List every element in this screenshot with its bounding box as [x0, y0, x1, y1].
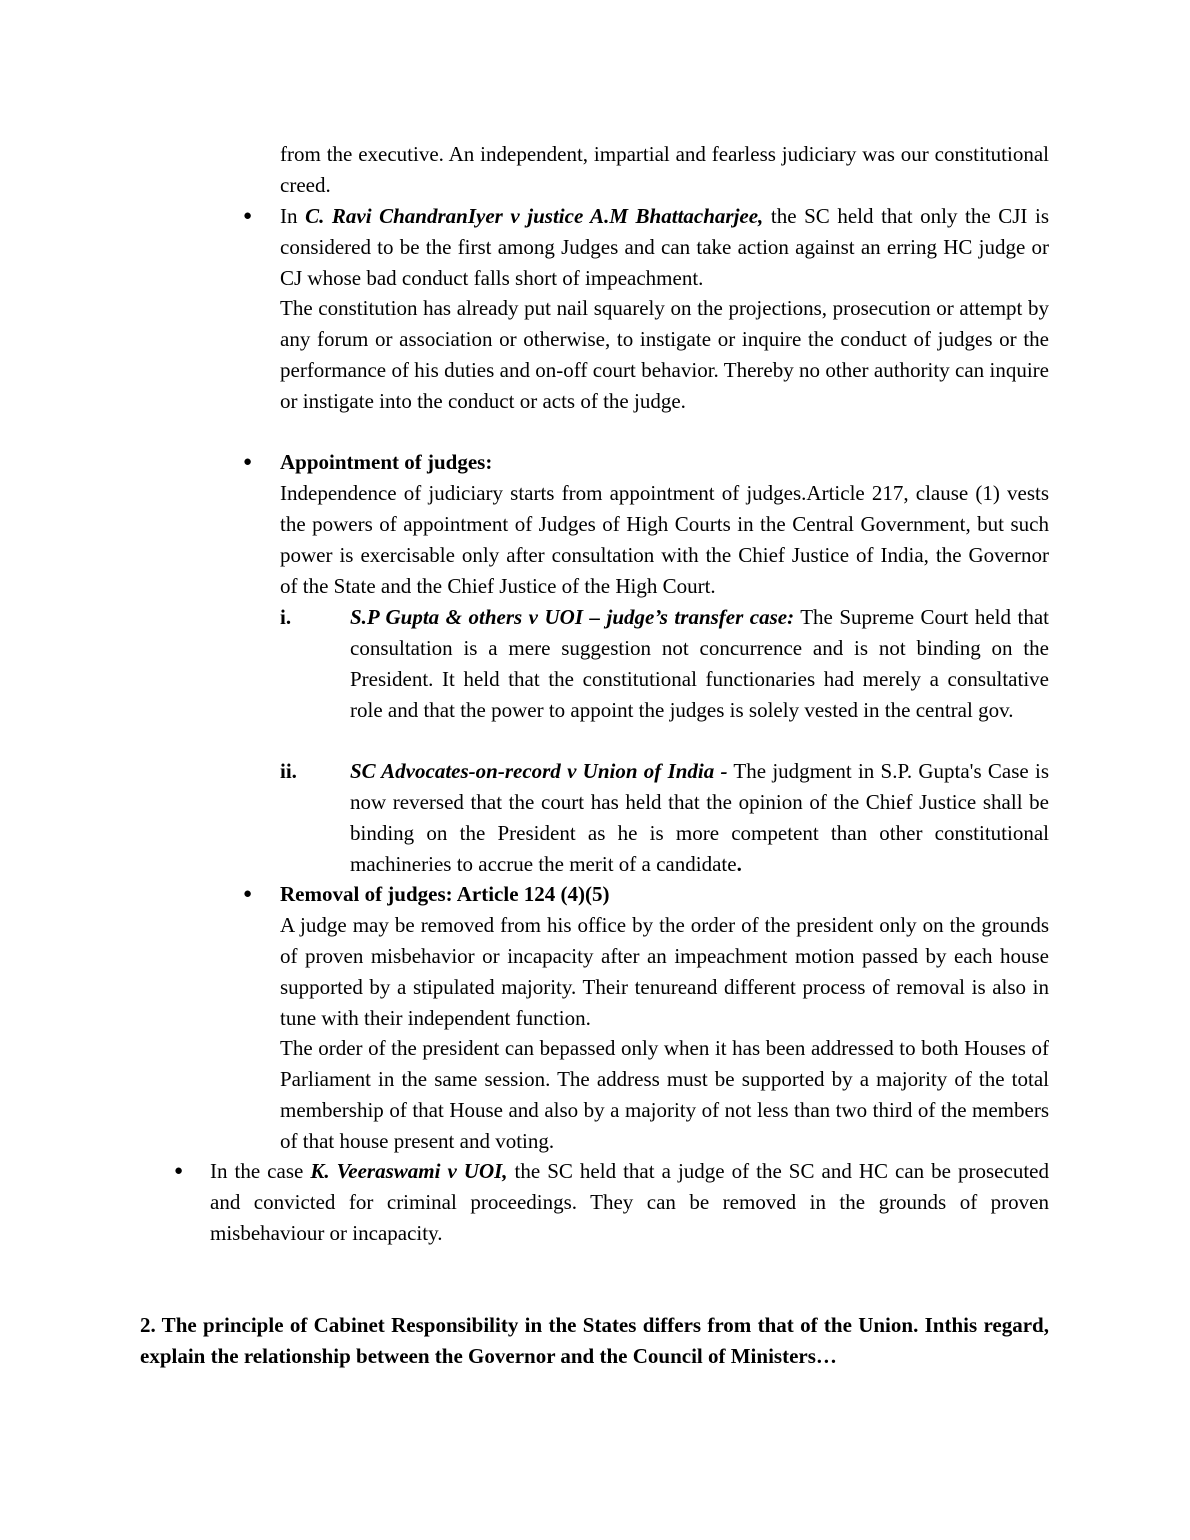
bullet-marker: ●: [243, 886, 253, 902]
case-holding: The Supreme Court held that consultation is a mere suggestion not concurrence and is not binding on the President. It held that the constitutional functionaries had merely a consultative role and that the power to appoint the judges is solely vested in the central gov.: [350, 605, 1049, 722]
paragraph-text: Independence of judiciary starts from appointment of judges.Article 217, clause (1) vests the powers of appointment of Judges of High Courts in the Central Government, but such power is exercisable only after consultation with the Chief Justice of India, the Governor of the State and the Chief Justice of the High Court.: [280, 481, 1049, 598]
paragraph-text: The constitution has already put nail squarely on the projections, prosecution or attempt by any forum or association or otherwise, to instigate or inquire the conduct of judges or the performance of his duties and on-off court behavior. Thereby no other authority can inquire or instigate into the conduct or acts of the judge.: [280, 296, 1049, 413]
paragraph-text: from the executive. An independent, impartial and fearless judiciary was our constitutional creed.: [280, 142, 1049, 197]
question-2-heading: [140, 1310, 1049, 1372]
bullet-veeraswami-case: [210, 1156, 1049, 1249]
item-sp-gupta-case: [350, 602, 1049, 726]
question-text: 2. The principle of Cabinet Responsibility in the States differs from that of the Union. Inthis regard, explain the relationship between the Governor and the Council of Ministers…: [140, 1313, 1049, 1368]
paragraph-removal: [280, 910, 1049, 1034]
heading-appointment-of-judges: [280, 447, 1049, 478]
paragraph-constitution-protection: [280, 293, 1049, 417]
paragraph-text: A judge may be removed from his office by the order of the president only on the grounds of proven misbehavior or incapacity after an impeachment motion passed by each house supported by a stipulated majority. Their tenureand different process of removal is also in tune with their independent function.: [280, 913, 1049, 1030]
heading-removal-of-judges: [280, 879, 1049, 910]
bullet-marker: ●: [243, 208, 253, 224]
paragraph-text: The order of the president can bepassed only when it has been addressed to both Houses of Parliament in the same session. The address must be supported by a majority of the total membership of that House and also by a majority of not less than two third of the members of that house present and voting.: [280, 1036, 1049, 1153]
item-sc-advocates-case: [350, 756, 1049, 880]
heading-text: Appointment of judges:: [280, 450, 493, 474]
case-holding: the SC held that a judge of the SC and HC can be prosecuted and convicted for criminal proceedings. They can be removed in the grounds of proven misbehaviour or incapacity.: [210, 1159, 1049, 1245]
bullet-marker: ●: [174, 1163, 184, 1179]
paragraph-continuation: [280, 139, 1049, 201]
case-name: C. Ravi ChandranIyer v justice A.M Bhattacharjee,: [305, 204, 764, 228]
case-name: K. Veeraswami v UOI,: [310, 1159, 508, 1183]
case-holding: the SC held that only the CJI is considered to be the first among Judges and can take action against an erring HC judge or CJ whose bad conduct falls short of impeachment.: [280, 204, 1050, 290]
bullet-marker: ●: [243, 454, 253, 470]
heading-text: Removal of judges: Article 124 (4)(5): [280, 882, 610, 906]
roman-numeral: ii.: [280, 759, 297, 783]
bullet-ravi-chandran-case: [280, 201, 1049, 294]
case-name: SC Advocates-on-record v Union of India -: [350, 759, 728, 783]
period: .: [736, 852, 742, 876]
paragraph-president-order: [280, 1033, 1049, 1157]
paragraph-appointment: [280, 478, 1049, 602]
case-holding: The judgment in S.P. Gupta's Case is now reversed that the court has held that the opinion of the Chief Justice shall be binding on the President as he is more competent than other constitutional machineries to accrue the merit of a candidate: [350, 759, 1049, 876]
text-lead: In: [280, 204, 306, 228]
roman-numeral: i.: [280, 605, 292, 629]
text-lead: In the case: [210, 1159, 311, 1183]
case-name: S.P Gupta & others v UOI – judge’s transfer case:: [350, 605, 795, 629]
